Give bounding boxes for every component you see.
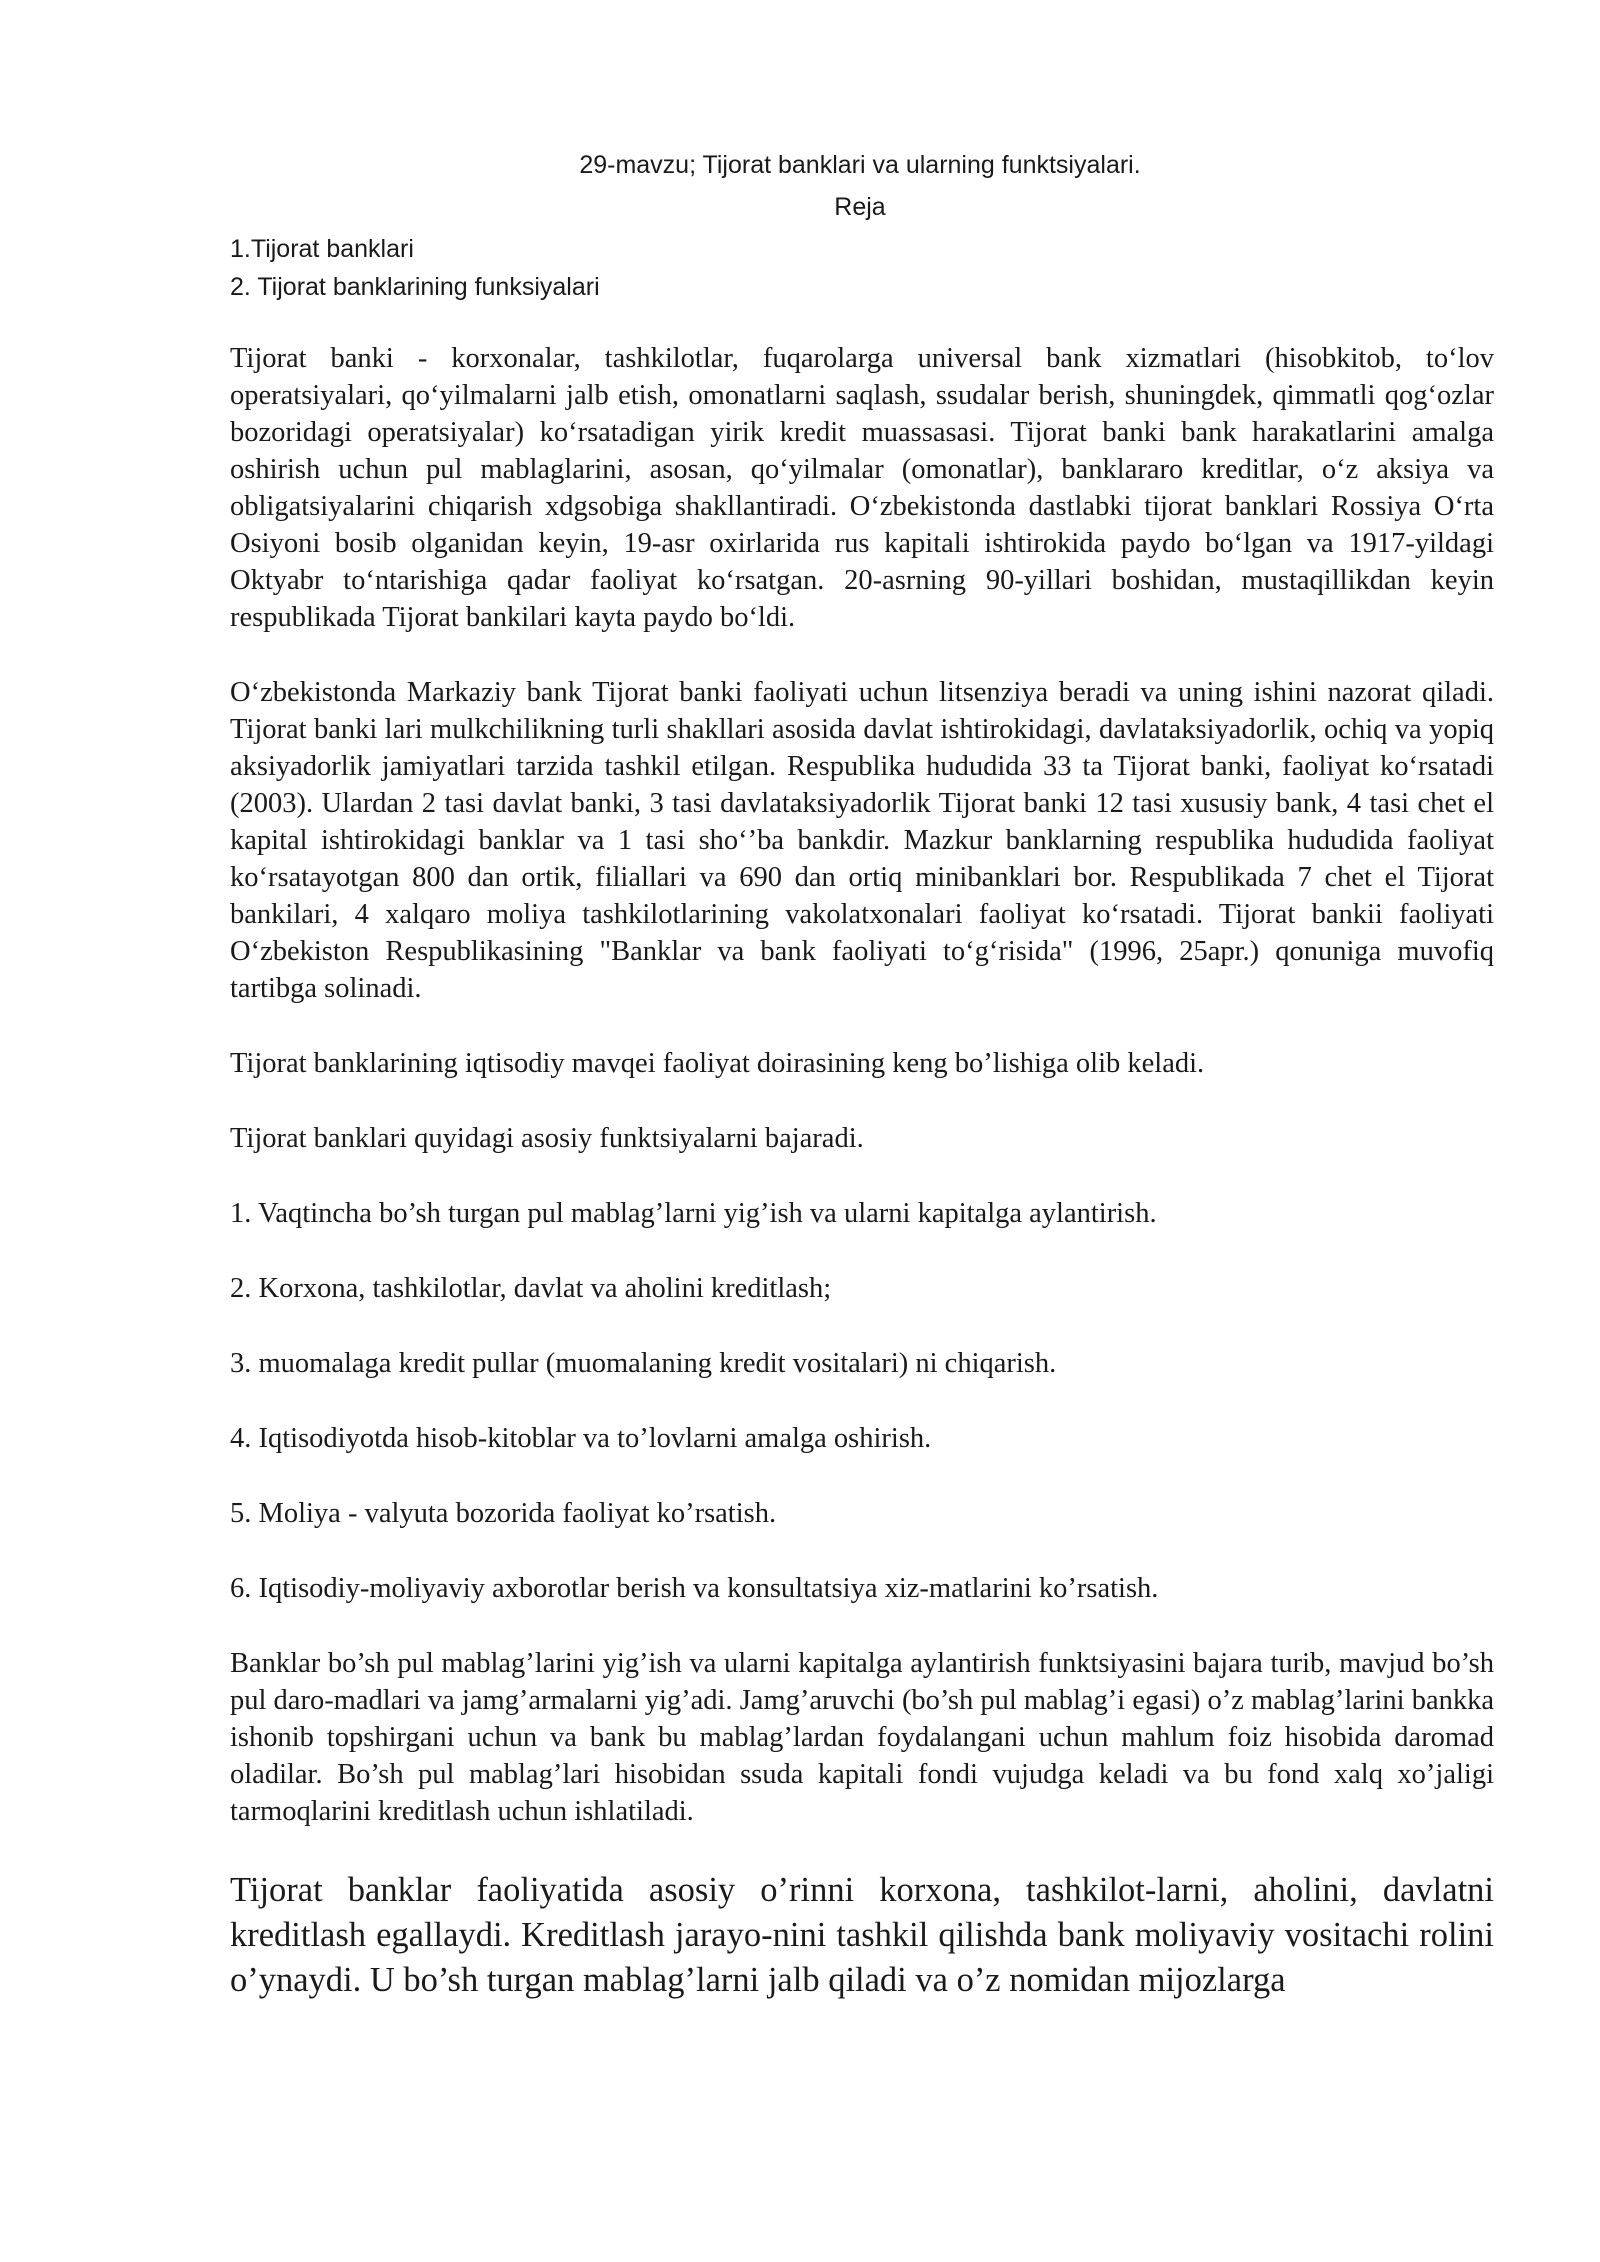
document-body <box>230 340 1494 2041</box>
paragraph-lending: Tijorat banklar faoliyatida asosiy o’rinni korxona, tashkilot-larni, aholini, davlatni kreditlash egallaydi. Kreditlash jarayo-nini tashkil qilishda bank moliyaviy vositachi rolini o’ynaydi. U bo’sh turgan mablag’larni jalb qiladi va o’z nomidan mijozlarga <box>230 1871 1494 1999</box>
function-item: 2. Korxona, tashkilotlar, davlat va aholini kreditlash; <box>230 1273 832 1304</box>
paragraph-definition: Tijorat banki - korxonalar, tashkilotlar, fuqarolarga universal bank xizmatlari (hisobkitob, to‘lov operatsiyalari, qo‘yilmalarni jalb etish, omonatlarni saqlash, ssudalar berish, shuningdek, qimmatli qog‘ozlar bozoridagi operatsiyalar) ko‘rsatadigan yirik kredit muassasasi. Tijorat banki bank harakatlarini amalga oshirish uchun pul mablaglarini, asosan, qo‘yilmalar (omonatlar), banklararo kreditlar, o‘z aksiya va obligatsiyalarini chiqarish xdgsobiga shakllantiradi. O‘zbekistonda dastlabki tijorat banklari Rossiya O‘rta Osiyoni bosib olganidan keyin, 19-asr oxirlarida rus kapitali ishtirokida paydo bo‘lgan va 1917-yildagi Oktyabr to‘ntarishiga qadar faoliyat ko‘rsatgan. 20-asrning 90-yillari boshidan, mustaqillikdan keyin respublikada Tijorat bankilari kayta paydo bo‘ldi. <box>230 343 1494 633</box>
plan-heading: Reja <box>834 193 886 221</box>
plan-item: 2. Tijorat banklarining funksiyalari <box>230 273 600 301</box>
paragraph-economic-role: Tijorat banklarining iqtisodiy mavqei faoliyat doirasining keng bo’lishiga olib keladi. <box>230 1048 1205 1079</box>
function-item: 6. Iqtisodiy-moliyaviy axborotlar berish va konsultatsiya xiz-matlarini ko’rsatish. <box>230 1573 1159 1604</box>
document-title: 29-mavzu; Tijorat banklari va ularning funktsiyalari. <box>579 151 1141 179</box>
function-item: 5. Moliya - valyuta bozorida faoliyat ko’rsatish. <box>230 1498 777 1529</box>
function-item: 1. Vaqtincha bo’sh turgan pul mablag’larni yig’ish va ularni kapitalga aylantirish. <box>230 1198 1157 1229</box>
paragraph-functions-intro: Tijorat banklari quyidagi asosiy funktsiyalarni bajaradi. <box>230 1123 864 1154</box>
function-item: 3. muomalaga kredit pullar (muomalaning kredit vositalari) ni chiqarish. <box>230 1348 1057 1379</box>
paragraph-savings: Banklar bo’sh pul mablag’larini yig’ish va ularni kapitalga aylantirish funktsiyasini bajara turib, mavjud bo’sh pul daro-madlari va jamg’armalarni yig’adi. Jamg’aruvchi (bo’sh pul mablag’i egasi) o’z mablag’larini bankka ishonib topshirgani uchun va bank bu mablag’lardan foydalangani uchun mahlum foiz hisobida daromad oladilar. Bo’sh pul mablag’lari hisobidan ssuda kapitali fondi vujudga keladi va bu fond xalq xo’jaligi tarmoqlarini kreditlash uchun ishlatiladi. <box>230 1648 1494 1827</box>
paragraph-regulation: O‘zbekistonda Markaziy bank Tijorat banki faoliyati uchun litsenziya beradi va uning ishini nazorat qiladi. Tijorat banki lari mulkchilikning turli shakllari asosida davlat ishtirokidagi, davlataksiyadorlik, ochiq va yopiq aksiyadorlik jamiyatlari tarzida tashkil etilgan. Respublika hududida 33 ta Tijorat banki, faoliyat ko‘rsatadi (2003). Ulardan 2 tasi davlat banki, 3 tasi davlataksiyadorlik Tijorat banki 12 tasi xususiy bank, 4 tasi chet el kapital ishtirokidagi banklar va 1 tasi sho‘’ba bankdir. Mazkur banklarning respublika hududida faoliyat ko‘rsatayotgan 800 dan ortik, filiallari va 690 dan ortiq minibanklari bor. Respublikada 7 chet el Tijorat bankilari, 4 xalqaro moliya tashkilotlarining vakolatxonalari faoliyat ko‘rsatadi. Tijorat bankii faoliyati O‘zbekiston Respublikasining "Banklar va bank faoliyati to‘g‘risida" (1996, 25apr.) qonuniga muvofiq tartibga solinadi. <box>230 677 1494 1004</box>
function-item: 4. Iqtisodiyotda hisob-kitoblar va to’lovlarni amalga oshirish. <box>230 1423 932 1454</box>
plan-list <box>230 230 600 306</box>
plan-item: 1.Tijorat banklari <box>230 235 414 263</box>
